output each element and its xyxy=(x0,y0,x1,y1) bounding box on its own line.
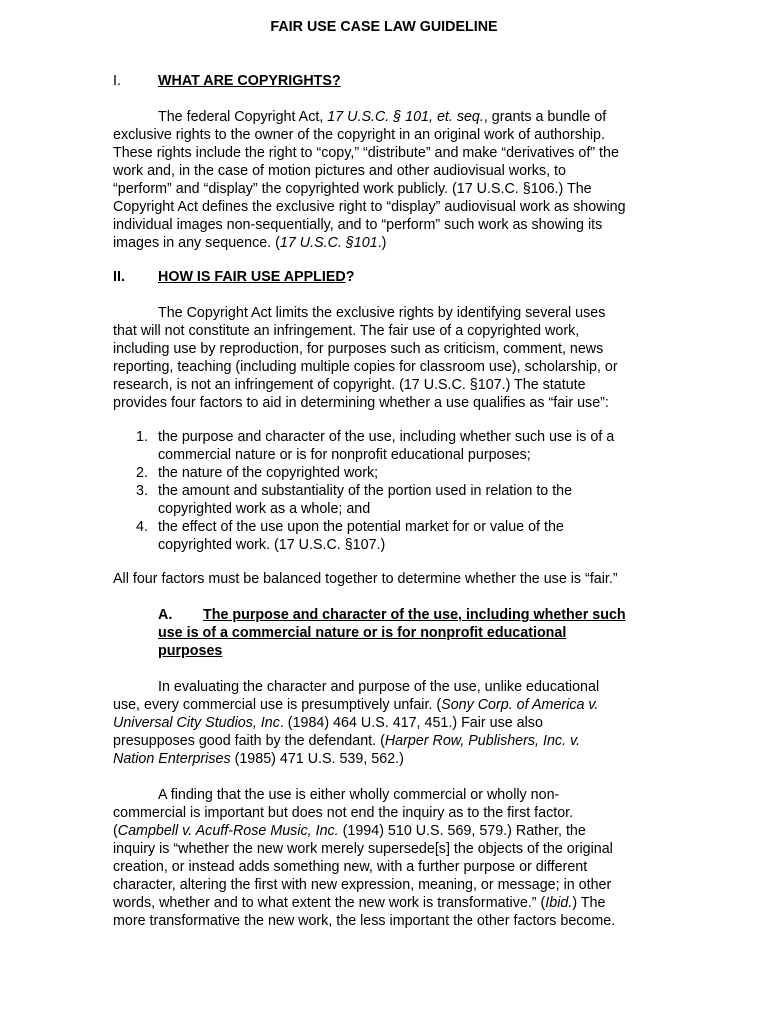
text-segment: . (1984) 464 U.S. 417, 451.) Fair use also xyxy=(279,715,543,731)
text-segment: reporting, teaching (including multiple copies for classroom use), scholarship, or xyxy=(113,359,618,375)
factor-line: the nature of the copyrighted work; xyxy=(158,465,379,481)
factor-item-2 xyxy=(113,464,653,482)
text-line xyxy=(113,304,653,322)
citation-text: Harper Row, Publishers, Inc. v. xyxy=(384,733,581,749)
citation-text: Campbell v. Acuff-Rose Music, Inc. xyxy=(117,823,339,839)
text-segment: (1985) 471 U.S. 539, 562.) xyxy=(230,751,404,767)
text-segment: creation, or instead adds something new, with a further purpose or different xyxy=(113,859,588,875)
subsection-heading-line: purposes xyxy=(158,643,223,659)
text-line xyxy=(113,322,653,340)
section1-paragraph xyxy=(113,108,653,252)
text-line xyxy=(113,912,653,930)
text-line xyxy=(113,162,653,180)
text-line xyxy=(113,394,653,412)
text-line xyxy=(113,144,653,162)
subsection-heading-line xyxy=(158,606,658,624)
text-line xyxy=(113,376,653,394)
text-line xyxy=(113,786,653,804)
section-number-1: I. xyxy=(113,73,121,89)
text-line xyxy=(113,696,653,714)
factor-line: the amount and substantiality of the portion used in relation to the xyxy=(158,483,573,499)
text-line xyxy=(113,858,653,876)
subsection-heading-line: use is of a commercial nature or is for nonprofit educational xyxy=(158,625,567,641)
section-number-2: II. xyxy=(113,269,125,285)
text-segment: words, whether and to what extent the new work is transformative.” ( xyxy=(113,895,546,911)
text-segment: more transformative the new work, the less important the other factors become. xyxy=(113,913,616,929)
text-line xyxy=(113,714,653,732)
document-title: FAIR USE CASE LAW GUIDELINE xyxy=(270,19,498,35)
subsection-heading-text: The purpose and character of the use, including whether such xyxy=(203,607,626,623)
subsection-a-paragraph-1 xyxy=(113,678,653,768)
text-segment: Copyright Act defines the exclusive right to “display” audiovisual work as showing xyxy=(113,199,626,215)
section-title-2 xyxy=(158,268,354,286)
text-line xyxy=(113,340,653,358)
citation-text: Ibid. xyxy=(545,895,573,911)
text-segment: work and, in the case of motion pictures and other audiovisual works, to xyxy=(113,163,566,179)
text-segment: including use by reproduction, for purposes such as criticism, comment, news xyxy=(113,341,604,357)
text-segment: presupposes good faith by the defendant. ( xyxy=(113,733,385,749)
factor-marker: 1. xyxy=(136,429,148,445)
factor-marker: 2. xyxy=(136,465,148,481)
text-line xyxy=(113,822,653,840)
citation-text: Universal City Studios, Inc xyxy=(113,715,280,731)
text-segment: , grants a bundle of xyxy=(483,109,607,125)
text-segment: These rights include the right to “copy,” “distribute” and make “derivatives of” the xyxy=(113,145,619,161)
section-title-2-suffix: ? xyxy=(345,269,355,285)
citation-text: 17 U.S.C. § 101, et. seq. xyxy=(327,109,484,125)
factor-marker: 4. xyxy=(136,519,148,535)
subsection-heading-a xyxy=(158,606,658,660)
text-segment: commercial is important but does not end the inquiry as to the first factor. xyxy=(113,805,574,821)
text-line xyxy=(113,198,653,216)
text-line xyxy=(113,732,653,750)
text-line xyxy=(113,678,653,696)
text-line xyxy=(113,180,653,198)
factor-line: copyrighted work. (17 U.S.C. §107.) xyxy=(158,537,386,553)
factor-item-3 xyxy=(113,482,653,518)
factor-item-1 xyxy=(113,428,653,464)
section-title-2-text: HOW IS FAIR USE APPLIED xyxy=(158,269,346,285)
section-title-1: WHAT ARE COPYRIGHTS? xyxy=(158,73,341,89)
text-segment: that will not constitute an infringement. The fair use of a copyrighted work, xyxy=(113,323,580,339)
text-segment: The federal Copyright Act, xyxy=(158,109,328,125)
text-segment: character, altering the first with new expression, meaning, or message; in other xyxy=(113,877,612,893)
factor-line: copyrighted work as a whole; and xyxy=(158,501,371,517)
text-segment: provides four factors to aid in determining whether a use qualifies as “fair use”: xyxy=(113,395,609,411)
text-segment: In evaluating the character and purpose of the use, unlike educational xyxy=(158,679,600,695)
factors-list xyxy=(113,428,653,554)
text-line xyxy=(113,126,653,144)
text-segment: ) The xyxy=(572,895,606,911)
factor-line: commercial nature or is for nonprofit educational purposes; xyxy=(158,447,531,463)
text-segment: ( xyxy=(113,823,118,839)
text-segment: A finding that the use is either wholly commercial or wholly non- xyxy=(158,787,560,803)
subsection-a-paragraph-2 xyxy=(113,786,653,930)
factor-item-4 xyxy=(113,518,653,554)
balance-statement xyxy=(113,570,653,588)
factor-line: the purpose and character of the use, including whether such use is of a xyxy=(158,429,615,445)
text-segment: research, is not an infringement of copyright. (17 U.S.C. §107.) The statute xyxy=(113,377,586,393)
subsection-letter: A. xyxy=(158,607,173,623)
text-segment: use, every commercial use is presumptively unfair. ( xyxy=(113,697,442,713)
section2-paragraph xyxy=(113,304,653,412)
text-line xyxy=(113,804,653,822)
text-segment: images in any sequence. ( xyxy=(113,235,280,251)
text-segment: inquiry is “whether the new work merely supersede[s] the objects of the original xyxy=(113,841,613,857)
text-line xyxy=(113,894,653,912)
text-line xyxy=(113,216,653,234)
factor-marker: 3. xyxy=(136,483,148,499)
text-segment: “perform” and “display” the copyrighted work publicly. (17 U.S.C. §106.) The xyxy=(113,181,592,197)
text-segment: exclusive rights to the owner of the copyright in an original work of authorship. xyxy=(113,127,605,143)
text-segment: The Copyright Act limits the exclusive rights by identifying several uses xyxy=(158,305,606,321)
text-segment: individual images non-sequentially, and to “perform” such work as showing its xyxy=(113,217,603,233)
citation-text: Sony Corp. of America v. xyxy=(441,697,599,713)
text-line xyxy=(113,876,653,894)
text-line xyxy=(113,840,653,858)
text-segment: (1994) 510 U.S. 569, 579.) Rather, the xyxy=(338,823,586,839)
text-line xyxy=(113,750,653,768)
citation-text: 17 U.S.C. §101 xyxy=(279,235,378,251)
balance-line: All four factors must be balanced together to determine whether the use is “fair.” xyxy=(113,571,618,587)
text-line xyxy=(113,234,653,252)
text-line xyxy=(113,108,653,126)
text-segment: .) xyxy=(377,235,387,251)
citation-text: Nation Enterprises xyxy=(113,751,231,767)
factor-line: the effect of the use upon the potential market for or value of the xyxy=(158,519,564,535)
text-line xyxy=(113,358,653,376)
